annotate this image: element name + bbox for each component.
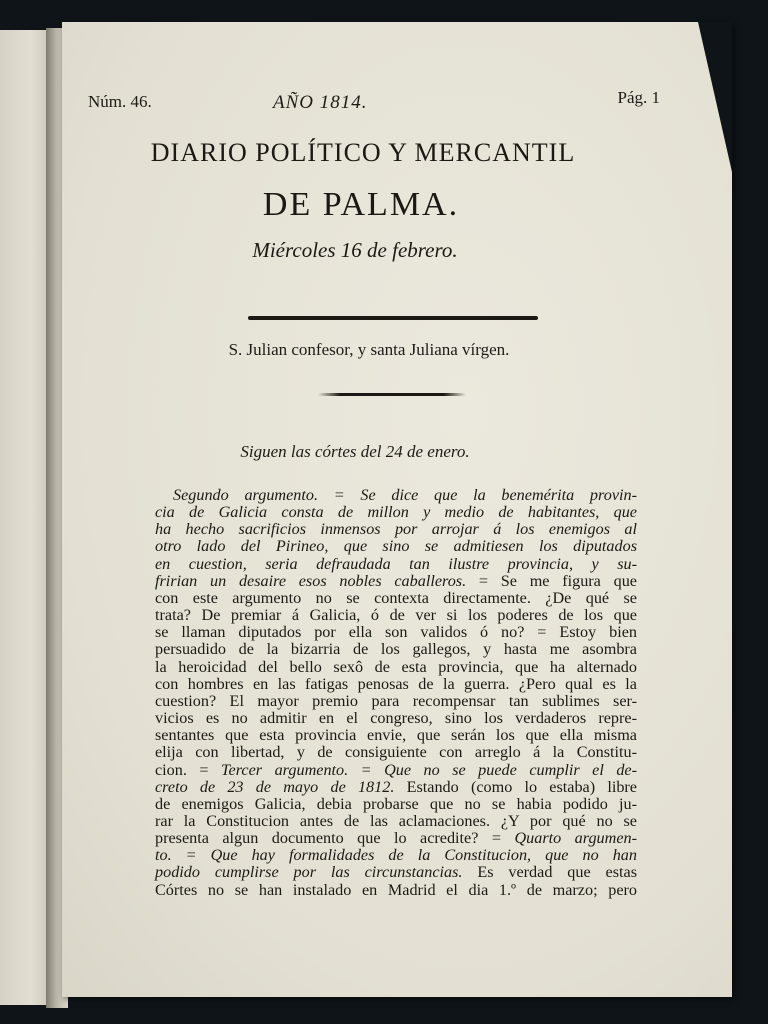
- body-line: [155, 813, 637, 830]
- body-text-run: en cuestion, seria defraudada tan ilustre provincia, y su-: [155, 554, 637, 573]
- masthead: [62, 138, 732, 263]
- body-text-run: Estando (como lo estaba) libre: [394, 777, 637, 796]
- newspaper-city: DE PALMA.: [262, 186, 460, 223]
- body-line: [155, 590, 637, 607]
- body-text-run: Segundo argumento. = Se dice que la benemérita provin-: [173, 486, 637, 504]
- body-line: [155, 830, 637, 847]
- body-text-run: = Se me figura que: [466, 571, 637, 590]
- body-line: [155, 538, 637, 555]
- body-line: [155, 487, 637, 504]
- body-text-run: de enemigos Galicia, debia probarse que no se habia podido ju-: [155, 794, 637, 813]
- body-text-run: Córtes no se han instalado en Madrid el dia 1.º de marzo; pero: [155, 880, 637, 899]
- body-line: [155, 676, 637, 693]
- body-text-run: to. = Que hay formalidades de la Constitucion, que no han: [155, 846, 637, 865]
- body-line: [155, 779, 637, 796]
- body-text-run: creto de 23 de mayo de 1812.: [155, 777, 395, 796]
- body-text-run: la heroicidad del bello sexô de esta provincia, que ha alternado: [155, 657, 637, 676]
- body-line: [155, 521, 637, 538]
- body-text-run: rar la Constitucion antes de las aclamaciones. ¿Y por qué no se: [155, 811, 637, 830]
- body-line: [155, 727, 637, 744]
- body-text-run: con hombres en las fatigas penosas de la guerra. ¿Pero qual es la: [155, 674, 637, 693]
- body-line: [155, 573, 637, 590]
- saints-of-the-day: S. Julian confesor, y santa Juliana vírgen.: [228, 340, 510, 359]
- body-text-run: con este argumento no se contexta directamente. ¿De qué se: [155, 588, 637, 607]
- body-line: [155, 607, 637, 624]
- body-text-run: cion. =: [155, 760, 222, 779]
- body-line: [155, 641, 637, 658]
- body-text-run: Es verdad que estas: [462, 863, 637, 882]
- body-line: [155, 744, 637, 761]
- body-text-run: podido cumplirse por las circunstancias.: [155, 863, 463, 882]
- body-line: [155, 693, 637, 710]
- body-text-run: cuestion? El mayor premio para recompensar tan sublimes ser-: [155, 691, 637, 710]
- body-text-run: cia de Galicia consta de millon y medio de habitantes, que: [155, 503, 637, 522]
- page-number: Pág. 1: [617, 88, 660, 107]
- body-line: [155, 659, 637, 676]
- divider-rule-short: [318, 393, 466, 396]
- body-line: [155, 624, 637, 641]
- divider-rule-long: [248, 316, 538, 320]
- issue-year: AÑO 1814.: [273, 92, 368, 113]
- newspaper-title: DIARIO POLÍTICO Y MERCANTIL: [150, 138, 576, 167]
- body-line: [155, 864, 637, 881]
- body-text-run: otro lado del Pirineo, que sino se admitiesen los diputados: [155, 537, 637, 556]
- issue-date: Miércoles 16 de febrero.: [252, 238, 458, 262]
- article-body: [155, 487, 637, 899]
- body-line: [155, 882, 637, 899]
- body-text-run: se llaman diputados por ella son validos ó no? = Estoy bien: [155, 623, 637, 642]
- body-text-run: Tercer argumento. = Que no se puede cumplir el de-: [221, 760, 638, 779]
- body-text-run: presenta algun documento que lo acredite? =: [155, 829, 515, 848]
- body-line: [155, 796, 637, 813]
- body-text-run: trata? De premiar á Galicia, ó de ver si los poderes de los que: [155, 606, 637, 625]
- section-heading: Siguen las córtes del 24 de enero.: [240, 442, 470, 461]
- body-text-run: ha hecho sacrificios inmensos por arrojar á los enemigos al: [155, 520, 637, 539]
- issue-number: Núm. 46.: [88, 92, 152, 111]
- body-line: [155, 762, 637, 779]
- body-text-run: sentantes que esta provincia envie, que serán los que ella misma: [155, 726, 637, 745]
- body-text-run: Quarto argumen-: [514, 829, 637, 848]
- body-text-run: persuadido de la bizarria de los gallegos, y hasta me asombra: [155, 640, 637, 659]
- body-line: [155, 556, 637, 573]
- body-line: [155, 710, 637, 727]
- body-text-run: elija con libertad, y de consiguiente con arreglo á la Constitu-: [155, 743, 637, 762]
- body-line: [155, 504, 637, 521]
- body-text-run: vicios es no admitir en el congreso, sino los verdaderos repre-: [155, 709, 637, 728]
- body-line: [155, 847, 637, 864]
- body-text-run: fririan un desaire esos nobles caballeros.: [155, 571, 467, 590]
